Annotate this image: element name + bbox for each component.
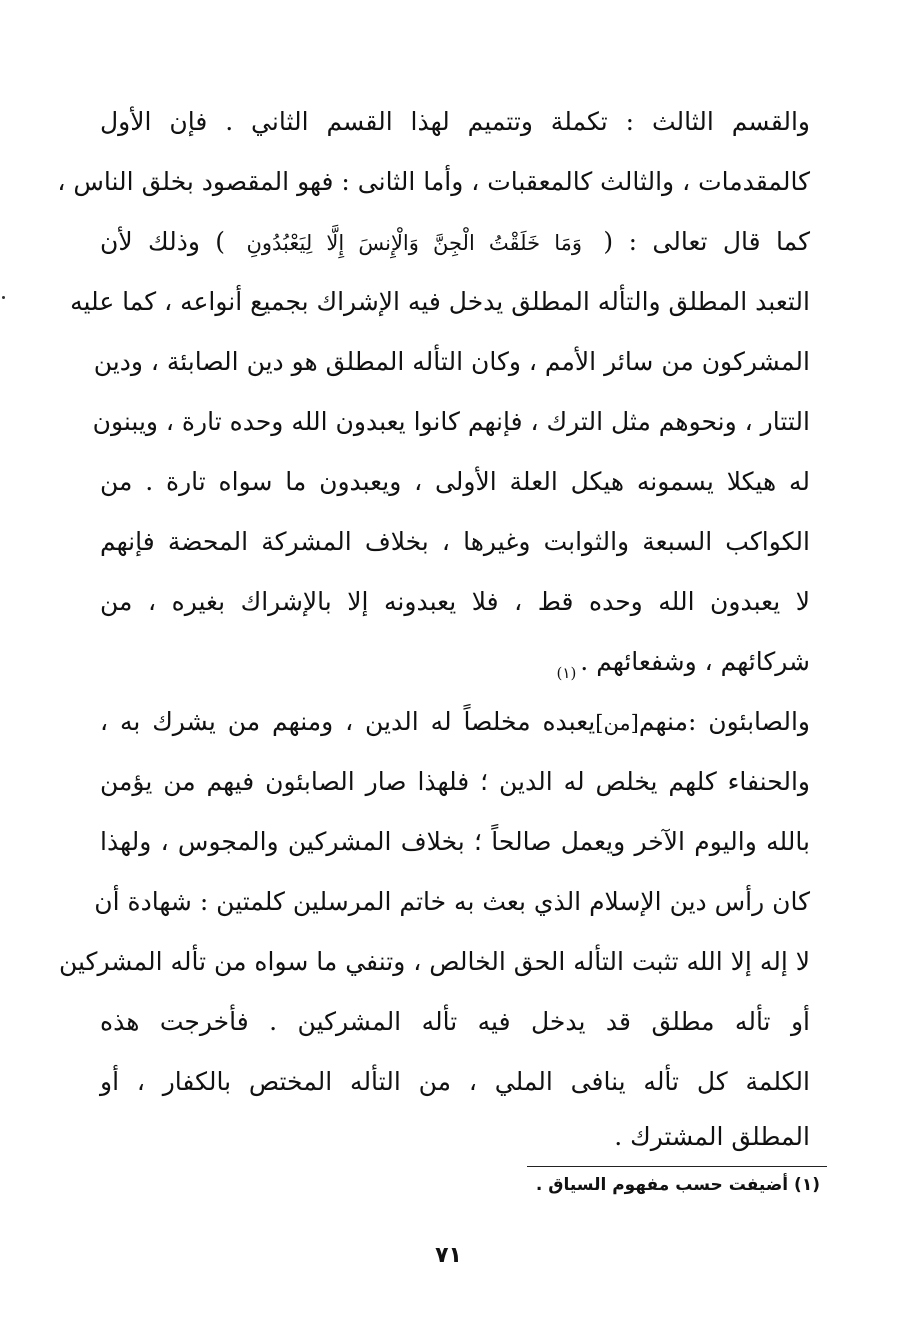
footnote: (١) أضيفت حسب مفهوم السياق . xyxy=(535,1175,820,1195)
text-line-6: التتار ، ونحوهم مثل الترك ، فإنهم كانوا يعبدون الله وحده تارة ، ويبنون xyxy=(92,407,810,436)
text-line-7: له هيكلا يسمونه هيكل العلة الأولى ، ويعبدون ما سواه تارة . من xyxy=(100,467,810,496)
text-line-14: كان رأس دين الإسلام الذي بعث به خاتم المرسلين كلمتين : شهادة أن xyxy=(94,887,810,916)
text-line-12: والحنفاء كلهم يخلص له الدين ؛ فلهذا صار الصابئون فيهم من يؤمن xyxy=(100,767,810,796)
text-line-10 xyxy=(100,632,810,692)
text-line-5: المشركون من سائر الأمم ، وكان التأله المطلق هو دين الصابئة ، ودين xyxy=(93,347,810,376)
footnote-divider xyxy=(527,1166,827,1167)
text-line-9: لا يعبدون الله وحده قط ، فلا يعبدونه إلا بالإشراك بغيره ، من xyxy=(100,587,810,616)
text-line-15: لا إله إلا الله تثبت التأله الحق الخالص ، وتنفي ما سواه من تأله المشركين xyxy=(58,947,810,976)
verse-intro: كما قال تعالى : ( xyxy=(603,227,810,256)
text-line-18: المطلق المشترك . xyxy=(614,1122,810,1151)
text-line-16: أو تأله مطلق قد يدخل فيه تأله المشركين . فأخرجت هذه xyxy=(100,1007,810,1036)
text-line-3 xyxy=(100,212,810,272)
main-text-block xyxy=(57,92,810,1162)
editor-insertion: [من] xyxy=(595,711,639,735)
paragraph-start-rest: يعبده مخلصاً له الدين ، ومنهم من يشرك به ، xyxy=(100,707,596,736)
text-line-17: الكلمة كل تأله ينافى الملي ، من التأله المختص بالكفار ، أو xyxy=(100,1067,810,1096)
verse-outro: ) وذلك لأن xyxy=(100,227,226,256)
text-line-4: التعبد المطلق والتأله المطلق يدخل فيه الإشراك بجميع أنواعه ، كما عليه xyxy=(70,287,810,316)
paragraph-start-text: والصابئون :منهم xyxy=(638,707,810,736)
margin-mark xyxy=(2,296,5,299)
page-number: ٧١ xyxy=(435,1243,462,1268)
text-line-2: كالمقدمات ، والثالث كالمعقبات ، وأما الثانى : فهو المقصود بخلق الناس ، xyxy=(57,167,810,196)
quranic-verse: وَمَا خَلَقْتُ الْجِنَّ وَالْإِنسَ إِلَّا لِيَعْبُدُونِ xyxy=(246,231,583,255)
text-line-1: والقسم الثالث : تكملة وتتميم لهذا القسم الثاني . فإن الأول xyxy=(100,107,810,136)
paragraph-end-text: شركائهم ، وشفعائهم . xyxy=(580,647,810,676)
text-line-11 xyxy=(100,692,810,752)
footnote-reference: (١) xyxy=(556,664,577,682)
text-line-8: الكواكب السبعة والثوابت وغيرها ، بخلاف المشركة المحضة فإنهم xyxy=(100,527,810,556)
text-line-13: بالله واليوم الآخر ويعمل صالحاً ؛ بخلاف المشركين والمجوس ، ولهذا xyxy=(100,827,810,856)
